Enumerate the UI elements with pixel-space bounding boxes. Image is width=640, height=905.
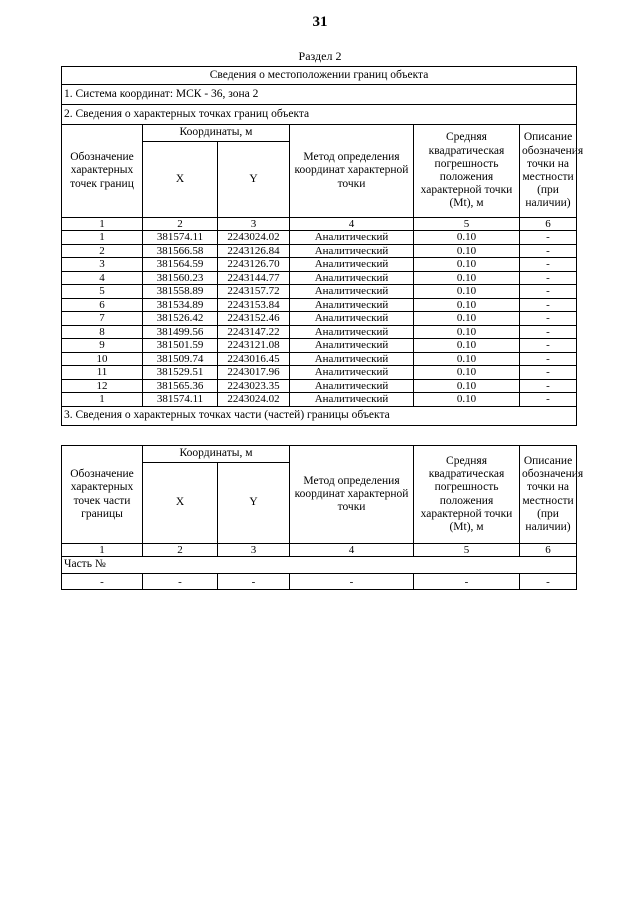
point-method: Аналитический (290, 339, 414, 353)
col-number: 4 (290, 218, 414, 231)
point-method: Аналитический (290, 312, 414, 326)
part-cell: - (520, 574, 577, 590)
point-id: 2 (62, 244, 143, 258)
point-error: 0.10 (414, 231, 520, 245)
header-error: Средняя квадратическая погрешность положения характерной точки (Mt), м (414, 125, 520, 218)
part-cell: - (62, 574, 143, 590)
point-y: 2243144.77 (218, 271, 290, 285)
header-method: Метод определения координат характерной точки (290, 125, 414, 218)
part-cell: - (414, 574, 520, 590)
point-y: 2243023.35 (218, 379, 290, 393)
part-cell: - (143, 574, 218, 590)
table-row (62, 393, 577, 407)
point-y: 2243126.70 (218, 258, 290, 272)
point-method: Аналитический (290, 379, 414, 393)
point-method: Аналитический (290, 231, 414, 245)
point-desc: - (520, 298, 577, 312)
table-title: Сведения о местоположении границ объекта (62, 67, 577, 85)
header-description: Описание обозначения точки на местности (при наличии) (520, 125, 577, 218)
point-desc: - (520, 258, 577, 272)
point-error: 0.10 (414, 366, 520, 380)
point-id: 5 (62, 285, 143, 299)
point-error: 0.10 (414, 312, 520, 326)
point-x: 381501.59 (143, 339, 218, 353)
parts-header-coordinates: Координаты, м (143, 446, 290, 463)
point-id: 1 (62, 393, 143, 407)
col-number: 3 (218, 544, 290, 557)
point-y: 2243017.96 (218, 366, 290, 380)
table-row (62, 366, 577, 380)
point-y: 2243126.84 (218, 244, 290, 258)
point-desc: - (520, 352, 577, 366)
point-id: 7 (62, 312, 143, 326)
header-coordinates: Координаты, м (143, 125, 290, 142)
point-error: 0.10 (414, 258, 520, 272)
point-error: 0.10 (414, 339, 520, 353)
point-error: 0.10 (414, 393, 520, 407)
col-number: 4 (290, 544, 414, 557)
point-method: Аналитический (290, 366, 414, 380)
point-id: 8 (62, 325, 143, 339)
col-number: 2 (143, 218, 218, 231)
point-method: Аналитический (290, 258, 414, 272)
part-cell: - (218, 574, 290, 590)
parts-header-method: Метод определения координат характерной точки (290, 446, 414, 544)
point-id: 6 (62, 298, 143, 312)
table-row (62, 339, 577, 353)
point-desc: - (520, 271, 577, 285)
point-error: 0.10 (414, 244, 520, 258)
point-x: 381499.56 (143, 325, 218, 339)
table-row (62, 258, 577, 272)
point-y: 2243121.08 (218, 339, 290, 353)
col-number: 5 (414, 218, 520, 231)
boundaries-table (61, 66, 584, 426)
point-desc: - (520, 285, 577, 299)
parts-header-x: X (143, 463, 218, 544)
table-row (62, 231, 577, 245)
table-row (62, 298, 577, 312)
point-y: 2243016.45 (218, 352, 290, 366)
point-x: 381565.36 (143, 379, 218, 393)
part-cell: - (290, 574, 414, 590)
point-x: 381574.11 (143, 231, 218, 245)
part-label: Часть № (62, 557, 577, 574)
table-row (62, 285, 577, 299)
point-id: 4 (62, 271, 143, 285)
point-x: 381509.74 (143, 352, 218, 366)
point-error: 0.10 (414, 379, 520, 393)
point-error: 0.10 (414, 271, 520, 285)
header-designation: Обозначение характерных точек границ (62, 125, 143, 218)
point-method: Аналитический (290, 393, 414, 407)
point-desc: - (520, 231, 577, 245)
table-row (62, 271, 577, 285)
coord-system: 1. Система координат: МСК - 36, зона 2 (62, 85, 577, 105)
point-error: 0.10 (414, 285, 520, 299)
parts-heading: 3. Сведения о характерных точках части (частей) границы объекта (62, 406, 577, 425)
point-x: 381560.23 (143, 271, 218, 285)
point-error: 0.10 (414, 352, 520, 366)
point-x: 381534.89 (143, 298, 218, 312)
point-x: 381558.89 (143, 285, 218, 299)
page-number: 31 (312, 14, 328, 30)
table-row (62, 244, 577, 258)
point-desc: - (520, 244, 577, 258)
point-id: 11 (62, 366, 143, 380)
points-heading: 2. Сведения о характерных точках границ объекта (62, 105, 577, 125)
section-title: Раздел 2 (298, 49, 342, 63)
point-id: 3 (62, 258, 143, 272)
parts-header-error: Средняя квадратическая погрешность положения характерной точки (Mt), м (414, 446, 520, 544)
point-desc: - (520, 366, 577, 380)
point-method: Аналитический (290, 285, 414, 299)
col-number: 5 (414, 544, 520, 557)
col-number: 2 (143, 544, 218, 557)
point-error: 0.10 (414, 325, 520, 339)
parts-table (61, 445, 584, 590)
point-desc: - (520, 312, 577, 326)
header-y: Y (218, 142, 290, 218)
point-desc: - (520, 339, 577, 353)
point-y: 2243153.84 (218, 298, 290, 312)
point-x: 381529.51 (143, 366, 218, 380)
point-method: Аналитический (290, 244, 414, 258)
parts-header-description: Описание обозначения точки на местности (при наличии) (520, 446, 577, 544)
table-row (62, 325, 577, 339)
point-x: 381564.59 (143, 258, 218, 272)
col-number: 1 (62, 544, 143, 557)
point-y: 2243024.02 (218, 231, 290, 245)
point-x: 381566.58 (143, 244, 218, 258)
point-id: 12 (62, 379, 143, 393)
col-number: 6 (520, 218, 577, 231)
point-x: 381526.42 (143, 312, 218, 326)
point-desc: - (520, 393, 577, 407)
point-id: 10 (62, 352, 143, 366)
table-row (62, 379, 577, 393)
header-x: X (143, 142, 218, 218)
point-x: 381574.11 (143, 393, 218, 407)
point-method: Аналитический (290, 325, 414, 339)
point-error: 0.10 (414, 298, 520, 312)
point-method: Аналитический (290, 271, 414, 285)
point-method: Аналитический (290, 352, 414, 366)
point-y: 2243147.22 (218, 325, 290, 339)
point-method: Аналитический (290, 298, 414, 312)
point-desc: - (520, 325, 577, 339)
table-row (62, 312, 577, 326)
point-y: 2243157.72 (218, 285, 290, 299)
point-desc: - (520, 379, 577, 393)
point-id: 1 (62, 231, 143, 245)
col-number: 3 (218, 218, 290, 231)
point-id: 9 (62, 339, 143, 353)
point-y: 2243152.46 (218, 312, 290, 326)
point-y: 2243024.02 (218, 393, 290, 407)
table-row (62, 352, 577, 366)
col-number: 1 (62, 218, 143, 231)
parts-header-y: Y (218, 463, 290, 544)
parts-header-designation: Обозначение характерных точек части границы (62, 446, 143, 544)
col-number: 6 (520, 544, 577, 557)
